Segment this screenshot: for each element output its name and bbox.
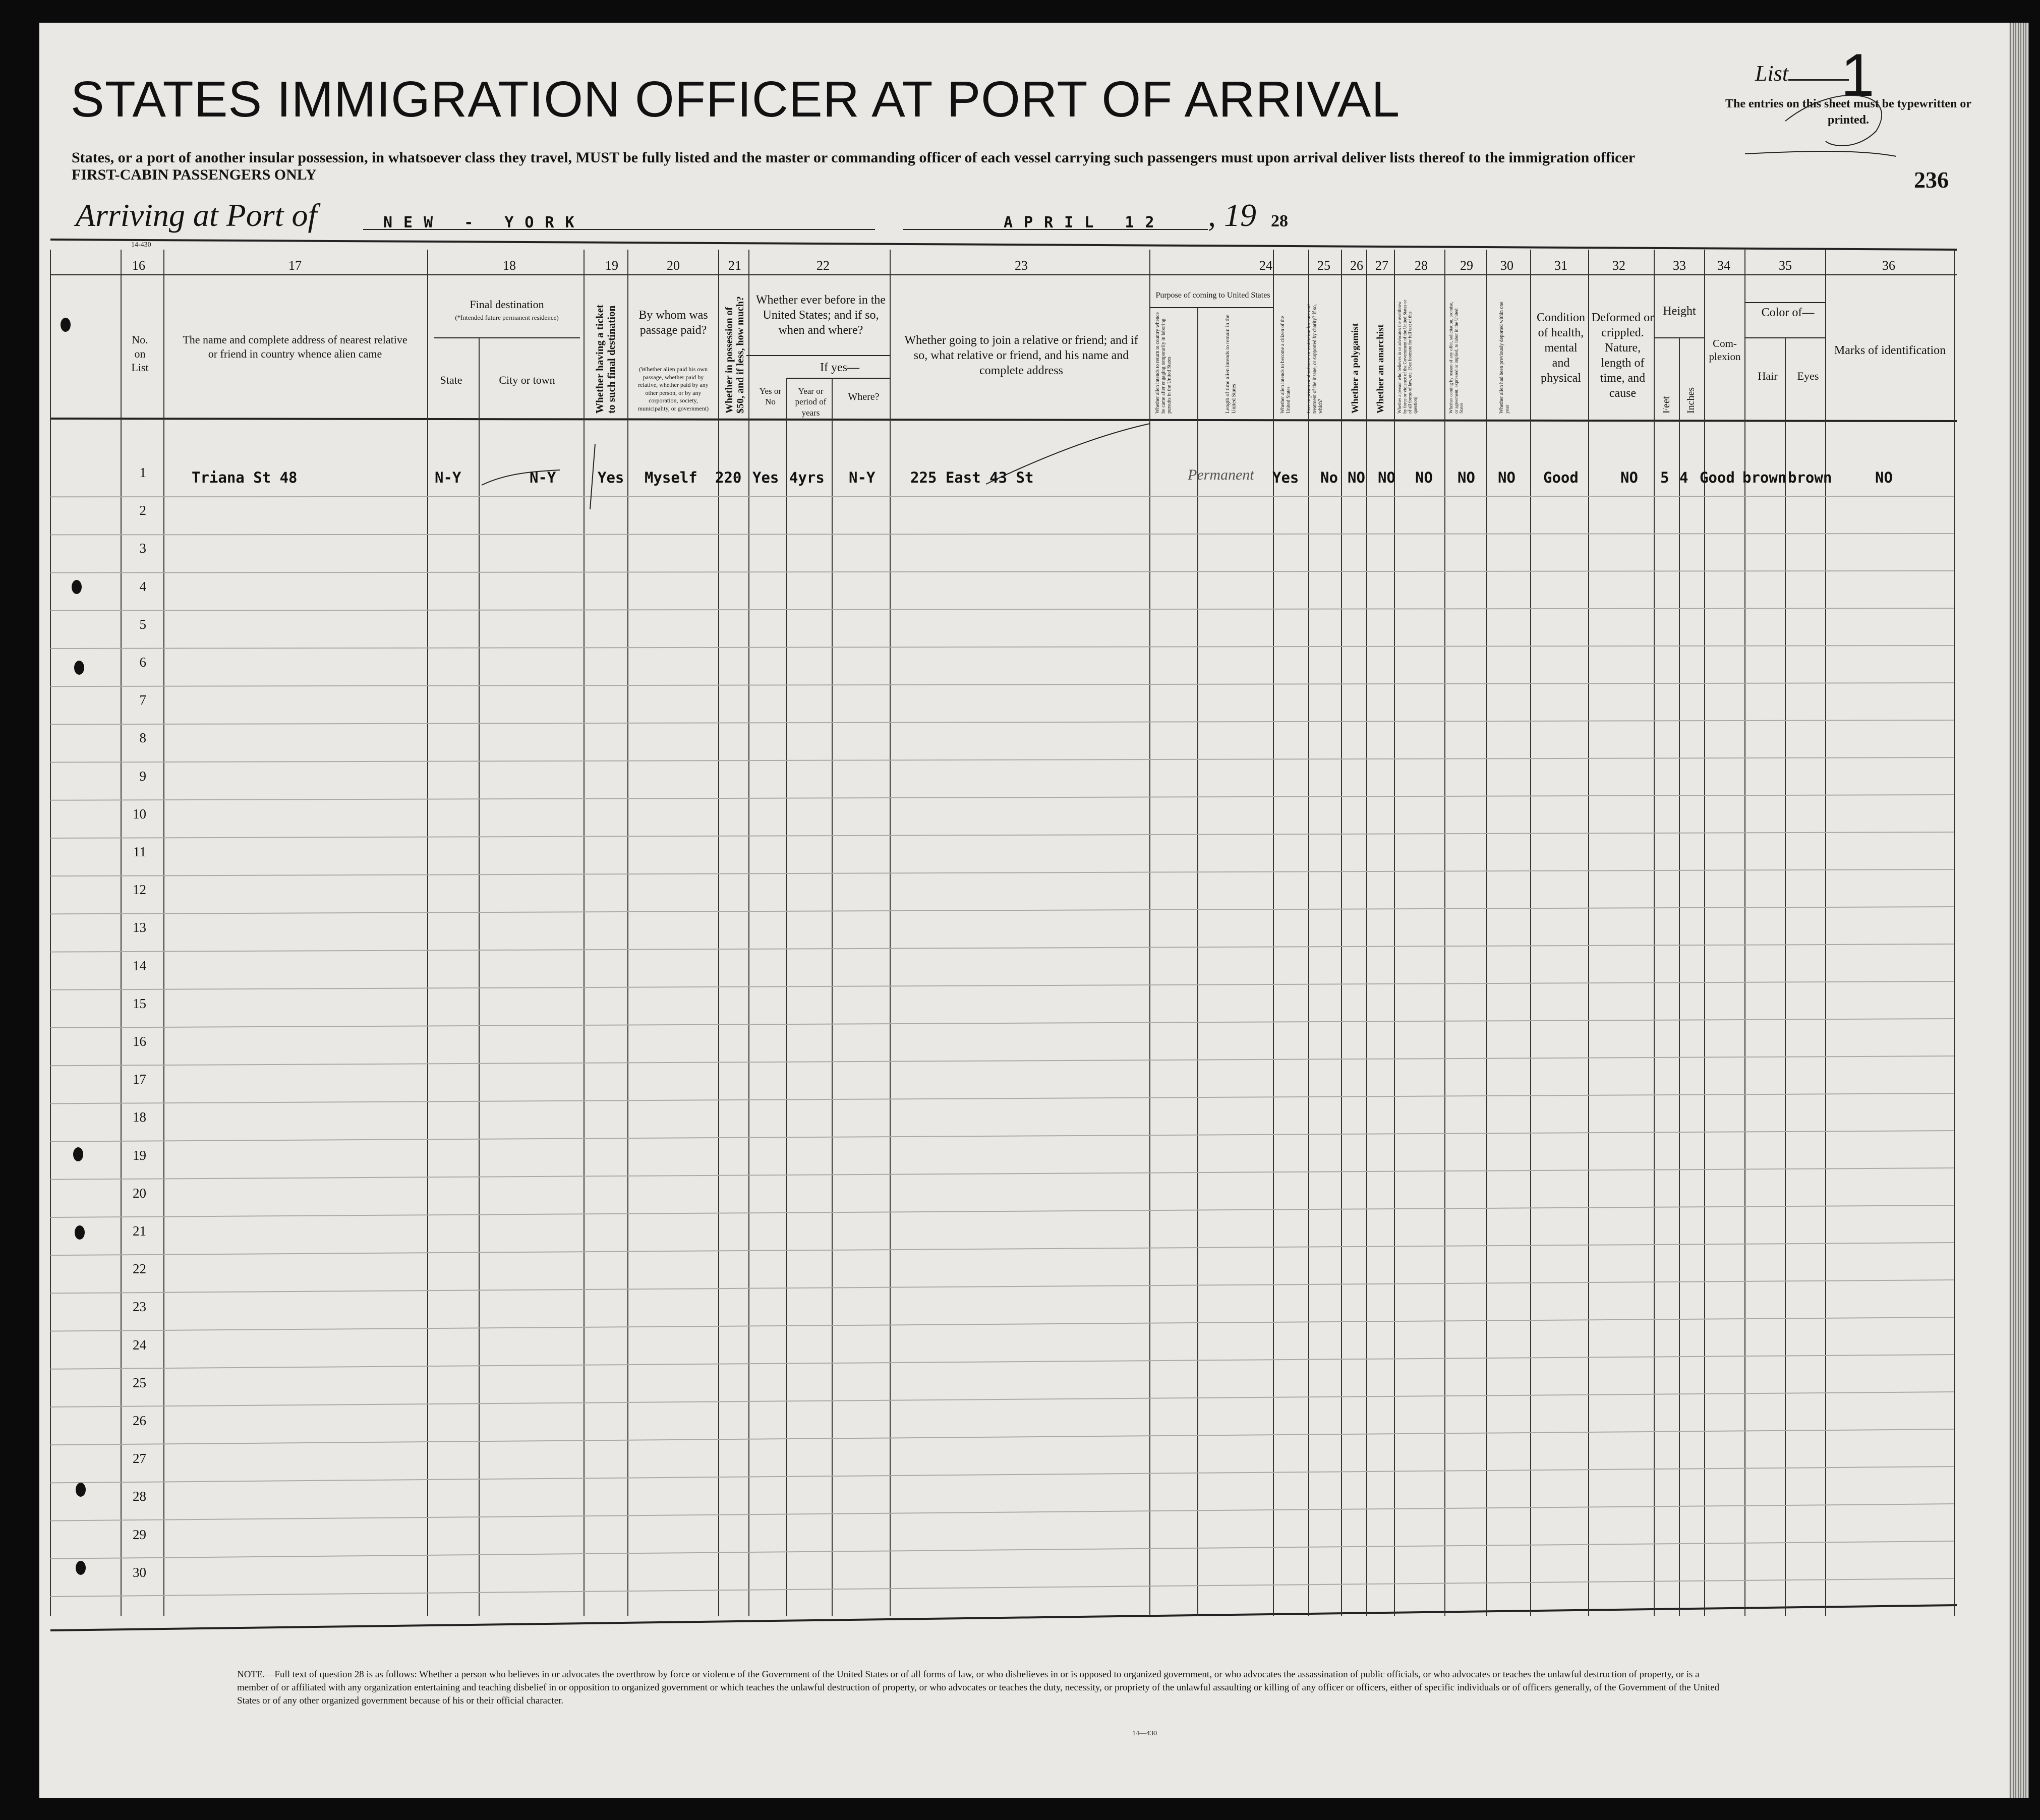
cell-before: Yes — [752, 469, 779, 486]
col-18-label: Final destination — [470, 298, 544, 311]
cell-health: Good — [1543, 469, 1579, 486]
row-number: 20 — [133, 1185, 146, 1201]
class-line: FIRST-CABIN PASSENGERS ONLY — [72, 166, 317, 183]
row-number: 30 — [133, 1564, 146, 1580]
cell-polygamist: NO — [1348, 469, 1365, 486]
col-29-number: 29 — [1460, 258, 1473, 273]
grid-row-line — [50, 981, 1954, 990]
grid-row-line — [50, 944, 1954, 952]
cell-years: 4yrs — [789, 469, 825, 486]
col-17-label: The name and complete address of nearest relative or friend in country whence alien came — [183, 333, 407, 360]
grid-row-line — [50, 645, 1954, 649]
col-25-label: Ever in prison or almshouse or institution for care and treatment of the insane, or supported by charity? If so, which? — [1306, 304, 1323, 414]
grid-row-line — [50, 832, 1954, 838]
col-36-number: 36 — [1882, 258, 1895, 273]
col-35-eyes: Eyes — [1797, 370, 1819, 382]
grid-row-line — [50, 608, 1954, 611]
cell-complexion: Good — [1700, 469, 1735, 486]
binder-hole — [72, 580, 82, 594]
col-17-number: 17 — [288, 258, 302, 273]
cell-inches: 4 — [1679, 469, 1688, 486]
grid-row-line — [50, 1019, 1954, 1028]
grid-row-line — [50, 1205, 1954, 1217]
cell-state: N-Y — [435, 469, 461, 486]
col-24-return: Whether alien intends to return to country whence he came after engaging temporarily in laboring pursuits in the United States — [1155, 312, 1172, 414]
row-number: 8 — [139, 730, 146, 746]
grid-row-line — [50, 1056, 1954, 1066]
col-20-number: 20 — [667, 258, 680, 273]
col-18-note: (*Intended future permanent residence) — [455, 314, 559, 321]
row-number: 1 — [139, 465, 146, 480]
grid-row-line — [50, 1093, 1954, 1103]
row-number: 29 — [133, 1527, 146, 1542]
cell-money: 220 — [715, 469, 742, 486]
cell-q29: NO — [1458, 469, 1475, 486]
row-number: 10 — [133, 806, 146, 821]
grid-row-line — [50, 1243, 1954, 1255]
col-25-number: 25 — [1317, 258, 1330, 273]
col-22-years: Year or period of years — [795, 386, 827, 418]
col-16-number: 16 — [132, 258, 145, 273]
grid-row-line — [50, 1504, 1954, 1521]
col-26-label: Whether a polygamist — [1350, 323, 1361, 414]
cell-anarchist: NO — [1378, 469, 1395, 486]
date-value: APRIL 12 — [1004, 214, 1165, 231]
col-33-label: Height — [1663, 305, 1696, 318]
col-32-number: 32 — [1612, 258, 1625, 273]
binder-hole — [76, 1561, 86, 1575]
page-title: STATES IMMIGRATION OFFICER AT PORT OF ARRIVAL — [71, 71, 1401, 128]
grid-row-line — [50, 496, 1954, 497]
cell-join: 225 East 43 St — [910, 469, 1034, 486]
grid-row-line — [50, 1392, 1954, 1407]
cell-citizen: Yes — [1272, 469, 1299, 486]
row-number: 27 — [133, 1451, 146, 1466]
row-number: 9 — [139, 768, 146, 784]
col-35-hair: Hair — [1758, 370, 1778, 382]
row-number: 11 — [133, 844, 146, 859]
col-18-city: City or town — [499, 374, 555, 386]
col-16-label: No. on List — [131, 333, 149, 374]
binder-hole — [73, 1147, 83, 1161]
row-number: 21 — [133, 1223, 146, 1239]
col-34-label: Com- plexion — [1709, 337, 1741, 363]
grid-row-line — [50, 1466, 1954, 1483]
col-33-inches: Inches — [1685, 387, 1697, 414]
cell-deformed: NO — [1620, 469, 1638, 486]
grid-row-line — [50, 720, 1954, 724]
cell-feet: 5 — [1660, 469, 1669, 486]
col-23-number: 23 — [1015, 258, 1028, 273]
col-30-number: 30 — [1500, 258, 1513, 273]
cell-address: Triana St 48 — [192, 469, 298, 486]
col-27-number: 27 — [1375, 258, 1388, 273]
row-number: 12 — [133, 882, 146, 898]
col-24-number: 24 — [1259, 258, 1272, 273]
col-35-label: Color of— — [1761, 306, 1815, 319]
grid-row-line — [50, 1355, 1954, 1369]
row-number: 6 — [139, 655, 146, 670]
page-number: 236 — [1914, 167, 1949, 193]
row-number: 23 — [133, 1299, 146, 1315]
row-number: 7 — [139, 692, 146, 708]
grid-row-line — [50, 907, 1954, 914]
grid-row-line — [50, 869, 1954, 876]
cell-deported: NO — [1498, 469, 1516, 486]
grid-row-line — [50, 795, 1954, 800]
col-33-feet: Feet — [1661, 396, 1672, 414]
cell-eyes: brown — [1788, 469, 1832, 486]
grid-row-line — [50, 1280, 1954, 1293]
list-number: 1 — [1841, 41, 1875, 109]
col-22-number: 22 — [817, 258, 830, 273]
port-value: NEW - YORK — [383, 214, 586, 231]
col-20-label: By whom was passage paid? — [638, 309, 708, 337]
cell-ticket: Yes — [598, 469, 624, 486]
row-number: 14 — [133, 958, 146, 973]
col-22-where: Where? — [848, 391, 880, 402]
grid-row-line — [50, 1131, 1954, 1142]
col-24-label: Purpose of coming to United States — [1155, 291, 1270, 300]
form-code: 14-430 — [131, 241, 151, 249]
col-29-label: Whether coming by reason of any offer, solicitation, promise, or agreement, expressed or implied, to labor in the United States — [1448, 302, 1464, 414]
grid-row-line — [50, 757, 1954, 762]
row-number: 15 — [133, 995, 146, 1011]
row-number: 5 — [139, 616, 146, 632]
binder-hole — [76, 1483, 86, 1497]
row-number: 16 — [133, 1034, 146, 1049]
arriving-label: Arriving at Port of — [76, 197, 317, 233]
row-number: 28 — [133, 1489, 146, 1504]
grid-row-line — [50, 534, 1954, 535]
col-28-label: Whether a person who believes in or advocates the overthrow by force or violence of the Government of the United States or of all forms of law, etc. (See footnote for full text of this question) — [1397, 300, 1418, 414]
cell-marks: NO — [1875, 469, 1893, 486]
col-34-number: 34 — [1717, 258, 1730, 273]
binder-hole — [75, 1225, 85, 1240]
col-32-label: Deformed or crippled. Nature, length of time, and cause — [1591, 311, 1654, 400]
cell-length-handwritten: Permanent — [1188, 466, 1254, 483]
col-21-label: Whether in possession of $50, and if less, how much? — [724, 296, 746, 414]
row-number: 19 — [133, 1147, 146, 1163]
footer-code: 14—430 — [1132, 1730, 1157, 1737]
col-21-number: 21 — [728, 258, 741, 273]
cell-prison: No — [1320, 469, 1338, 486]
col-20-note: (Whether alien paid his own passage, whether paid by relative, whether paid by any other person, or by any corporation, society, municipality, or government) — [637, 366, 709, 412]
col-31-label: Condition of health, mental and physical — [1536, 311, 1585, 385]
row-number: 17 — [133, 1072, 146, 1087]
col-24-length: Length of time alien intends to remain in the United States — [1225, 314, 1237, 414]
year-prefix: , 19 — [1208, 197, 1256, 233]
col-18-state: State — [440, 374, 462, 386]
entries-note: The entries on this sheet must be typewritten or printed. — [1725, 97, 1971, 127]
binder-hole — [61, 318, 71, 332]
row-number: 2 — [139, 503, 146, 518]
col-22-yesno: Yes or No — [759, 386, 782, 407]
col-31-number: 31 — [1554, 258, 1567, 273]
grid-row-line — [50, 1168, 1954, 1180]
grid-row-line — [50, 1317, 1954, 1331]
cell-hair: brown — [1742, 469, 1787, 486]
row-number: 25 — [133, 1375, 146, 1390]
col-22-label: Whether ever before in the United States; and if so, when and where? — [755, 293, 886, 337]
row-number: 22 — [133, 1261, 146, 1277]
row-number: 13 — [133, 920, 146, 935]
row-number: 3 — [139, 541, 146, 556]
row-number: 26 — [133, 1413, 146, 1428]
col-23-label: Whether going to join a relative or friend; and if so, what relative or friend, and his name and complete address — [904, 334, 1138, 377]
col-28-number: 28 — [1415, 258, 1428, 273]
col-24-citizen: Whether alien intends to become a citizen of the United States — [1280, 316, 1292, 414]
col-33-number: 33 — [1673, 258, 1686, 273]
grid-row-line — [50, 1541, 1954, 1559]
subtitle: States, or a port of another insular possession, in whatsoever class they travel, MUST be fully listed and the master or commanding officer of each vessel carrying such passengers must upon arrival deliver lists thereof to the immigration officer — [72, 149, 1636, 166]
cell-city: N-Y — [530, 469, 556, 486]
grid-row-line — [50, 571, 1954, 573]
col-36-label: Marks of identification — [1834, 344, 1946, 357]
col-19-number: 19 — [605, 258, 618, 273]
year-suffix: 28 — [1271, 212, 1288, 230]
col-19-label: Whether having a ticket to such final destination — [594, 304, 618, 414]
list-label-text: List — [1755, 61, 1789, 86]
col-26-number: 26 — [1350, 258, 1363, 273]
col-30-label: Whether alien had been previously deported within one year — [1499, 302, 1510, 414]
col-18-number: 18 — [503, 258, 516, 273]
row-number: 24 — [133, 1337, 146, 1353]
row-number: 18 — [133, 1109, 146, 1125]
binder-hole — [74, 661, 84, 675]
cell-q28: NO — [1415, 469, 1433, 486]
row-number: 4 — [139, 578, 146, 594]
grid-row-line — [50, 683, 1954, 686]
grid-row-line — [50, 1578, 1954, 1597]
col-22-if-yes: If yes— — [820, 361, 859, 374]
cell-paid-by: Myself — [645, 469, 697, 486]
footnote: NOTE.—Full text of question 28 is as follows: Whether a person who believes in or advocates the overthrow by force or violence of the Government of the United States or of all forms of law, or who disbelieves in or is opposed to organized government, or who advocates the assassination of public officials, or who advocates or teaches the unlawful destruction of property, or is a member of or affiliated with any organization entertaining and teaching disbelief in or opposition to organized government or which teaches the unlawful destruction of property, or who advocates or teaches the duty, necessity, or propriety of the unlawful assaulting or killing of any officer or officers, either of specific individuals or of officers generally, of the Government of the United States or of any other organized government because of his or their official character. — [237, 1669, 1720, 1707]
col-27-label: Whether an anarchist — [1375, 324, 1386, 414]
cell-where: N-Y — [849, 469, 876, 486]
col-35-number: 35 — [1779, 258, 1792, 273]
grid-row-line — [50, 1429, 1954, 1445]
